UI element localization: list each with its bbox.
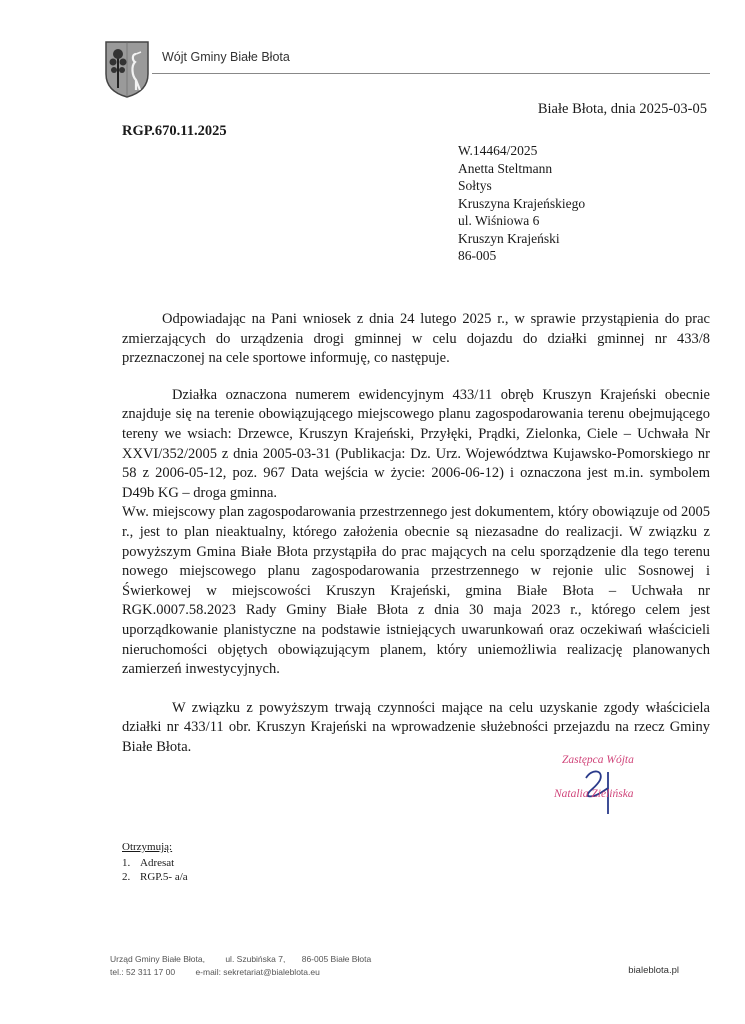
coat-of-arms-icon [104,40,150,98]
body-paragraph: Działka oznaczona numerem ewidencyjnym 433/11 obręb Kruszyn Krajeński obecnie znajduje się na terenie obowiązującego miejscowego planu zagospodarowania terenu obejmującego tereny we wsiach: Drzewce, Kruszyn Krajeński, Przyłęki, Prądki, Zielonka, Ciele – Uchwała Nr XXVI/352/2005 z dnia 2005-03-31 (Publikacja: Dz. Urz. Województwa Kujawsko-Pomorskiego nr 58 z 2006-05-12, poz. 967 Data wejścia w życie: 2006-06-12) i oznaczona jest m.in. symbolem D49b KG – droga gminna. [122,386,710,501]
body-paragraph: Odpowiadając na Pani wniosek z dnia 24 lutego 2025 r., w sprawie przystąpienia do prac zmierzających do urządzenia drogi gminnej w celu dojazdu do działki gminnej nr 433/8 przeznaczonej na cele sportowe informuję, co następuje. [122,311,710,367]
footer-office: Urząd Gminy Białe Błota, [110,954,205,964]
footer-street: ul. Szubińska 7, [225,954,286,964]
footer-website[interactable]: bialeblota.pl [628,965,679,976]
recipient-line: ul. Wiśniowa 6 [458,213,540,228]
signature-stamp [548,754,668,834]
header-title: Wójt Gminy Białe Błota [162,50,290,64]
signature-name: Natalia Zielińska [554,788,634,800]
reference-number: RGP.670.11.2025 [122,123,227,139]
list-item: 1. Adresat [122,857,175,869]
list-item: 2. RGP.5- a/a [122,871,188,883]
recipient-address [458,142,585,265]
footer [110,953,680,979]
recipient-line: 86-005 [458,248,497,263]
header-divider [152,73,710,74]
body-paragraph: W związku z powyższym trwają czynności mające na celu uzyskanie zgody właściciela działki nr 433/11 obr. Kruszyn Krajeński na wprowadzenie służebności przejazdu na rzecz Gminy Białe Błota. [122,699,710,755]
footer-phone: tel.: 52 311 17 00 [110,967,176,977]
recipients-list [122,840,188,884]
footer-email[interactable]: e-mail: sekretariat@bialeblota.eu [195,967,320,977]
date-line: Białe Błota, dnia 2025-03-05 [537,101,707,117]
body-paragraph: Ww. miejscowy plan zagospodarowania przestrzennego jest dokumentem, który obowiązuje od 2005 r., jest to plan nieaktualny, którego założenia obecnie są niezasadne do realizacji. W związku z powyższym Gmina Białe Błota przystąpiła do prac mających na celu sporządzenie dla tego terenu nowego miejscowego planu zagospodarowania przestrzennego w rejonie ulic Sosnowej i Świerkowej w miejscowości Kruszyn Krajeński, gmina Białe Błota – Uchwała nr RGK.0007.58.2023 Rady Gminy Białe Błota z dnia 30 maja 2023 r., którego celem jest uporządkowanie planistyczne na podstawie istniejących uwarunkowań oraz oczekiwań właścicieli nieruchomości objętych obowiązującym planem, który uniemożliwia realizację planowanych zamierzeń inwestycyjnych. [122,504,710,678]
letter-body [122,310,710,757]
signature-title: Zastępca Wójta [562,754,634,766]
recipient-line: Kruszyna Krajeńskiego [458,195,586,211]
recipients-heading: Otrzymują: [122,841,173,853]
recipient-line: Sołtys [458,178,492,193]
footer-postal: 86-005 Białe Błota [301,954,372,964]
recipient-line: W.14464/2025 [458,143,538,158]
recipient-line: Kruszyn Krajeński [458,230,560,246]
recipient-line: Anetta Steltmann [458,160,553,176]
